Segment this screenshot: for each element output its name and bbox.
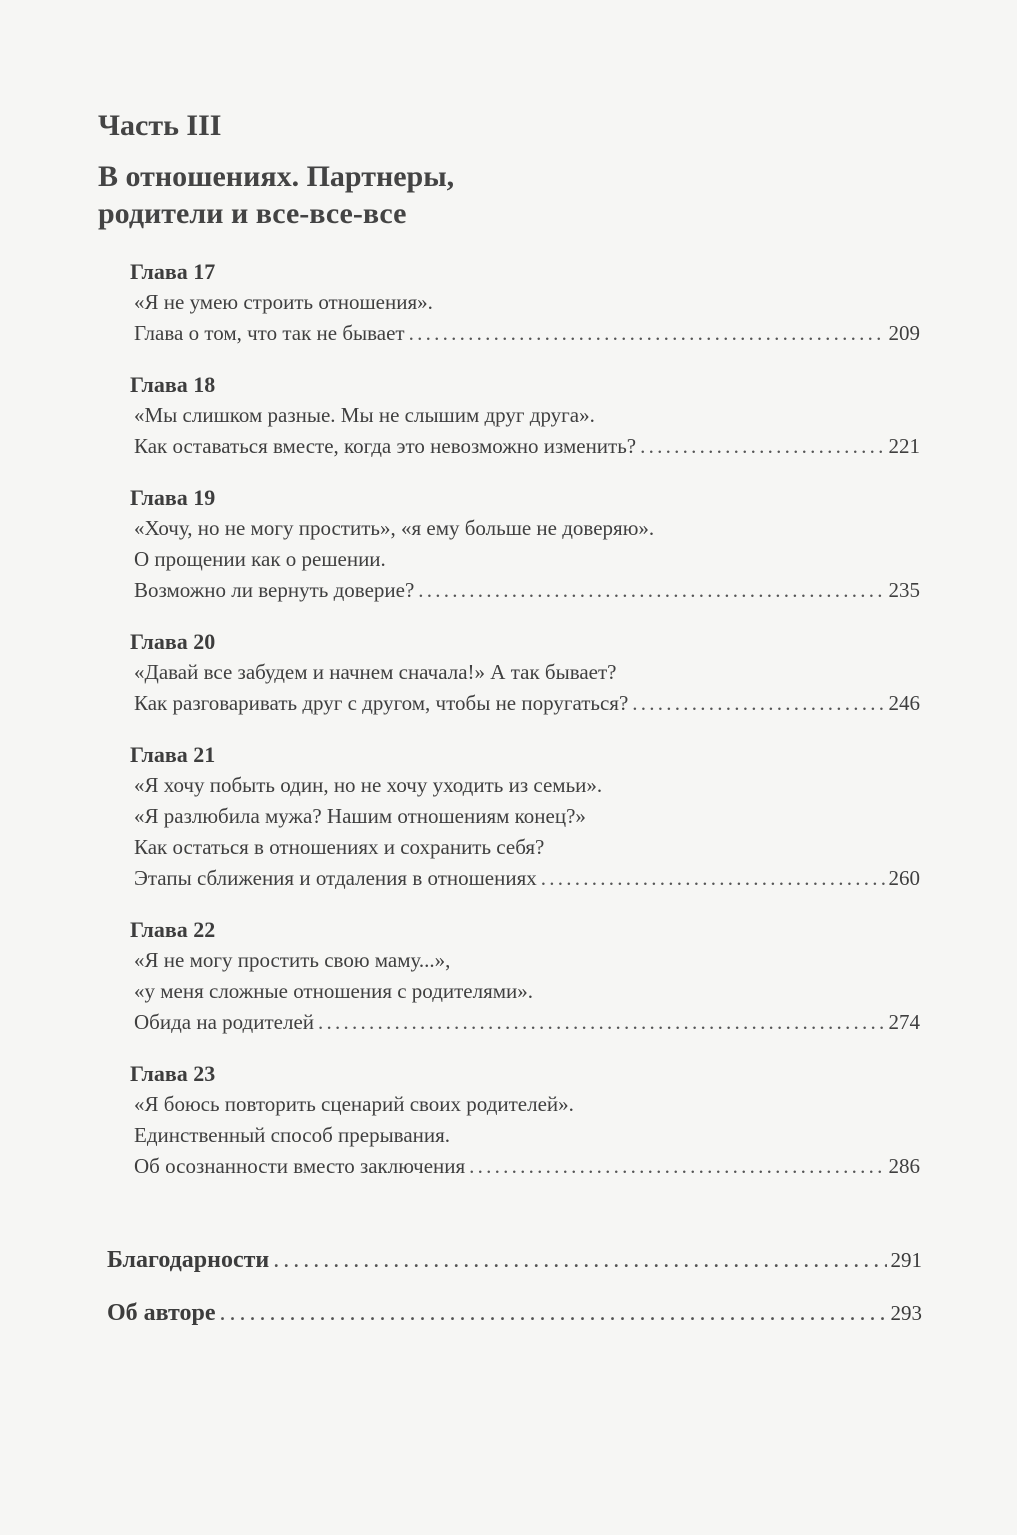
table-of-contents — [130, 256, 920, 1202]
chapter-title-line — [130, 513, 920, 544]
back-matter-label: Об авторе — [107, 1300, 216, 1326]
toc-chapter-entry[interactable] — [130, 256, 920, 349]
toc-chapter-entry[interactable] — [130, 739, 920, 894]
chapter-title-text: «Мы слишком разные. Мы не слышим друг друга». — [134, 403, 595, 427]
chapter-title-line — [130, 657, 920, 688]
dot-leader — [632, 688, 884, 719]
dot-leader — [273, 1234, 886, 1287]
dot-leader — [418, 575, 884, 606]
chapter-title-text: Глава о том, что так не бывает — [134, 321, 405, 345]
dot-leader — [640, 431, 884, 462]
part-title-line: В отношениях. Партнеры, — [98, 160, 455, 193]
chapter-title-text: Возможно ли вернуть доверие? — [134, 578, 415, 602]
dot-leader — [409, 318, 885, 349]
chapter-title-line — [130, 945, 920, 976]
toc-chapter-entry[interactable] — [130, 914, 920, 1038]
part-title — [98, 106, 898, 232]
chapter-title-line — [130, 801, 920, 832]
chapter-title-line — [130, 431, 920, 462]
page-number: 209 — [888, 321, 920, 345]
chapter-title-text: «Я хочу побыть один, но не хочу уходить из семьи». — [134, 773, 603, 797]
chapter-heading: Глава 20 — [130, 629, 216, 654]
toc-chapter-entry[interactable] — [130, 1058, 920, 1182]
chapter-title-text: О прощении как о решении. — [134, 547, 386, 571]
back-matter — [107, 1234, 922, 1340]
page-number: 221 — [888, 434, 920, 458]
chapter-title-text: Как остаться в отношениях и сохранить себя? — [134, 835, 545, 859]
toc-back-matter-entry[interactable] — [107, 1287, 922, 1340]
dot-leader — [541, 863, 885, 894]
part-title-line: родители и все-все-все — [98, 197, 407, 230]
chapter-title-line — [130, 1007, 920, 1038]
dot-leader — [318, 1007, 884, 1038]
dot-leader — [469, 1151, 884, 1182]
chapter-title-line — [130, 287, 920, 318]
chapter-title-line — [130, 318, 920, 349]
page-number: 286 — [888, 1154, 920, 1178]
chapter-title-line — [130, 400, 920, 431]
chapter-title-text: «Я не могу простить свою маму...», — [134, 948, 451, 972]
chapter-title-line — [130, 688, 920, 719]
chapter-title-line — [130, 1151, 920, 1182]
page-number: 291 — [890, 1248, 922, 1272]
chapter-title-text: «Я не умею строить отношения». — [134, 290, 433, 314]
chapter-title-line — [130, 1089, 920, 1120]
page-number: 274 — [888, 1010, 920, 1034]
toc-back-matter-entry[interactable] — [107, 1234, 922, 1287]
chapter-title-line — [130, 575, 920, 606]
part-label: Часть III — [98, 109, 222, 142]
chapter-title-text: «у меня сложные отношения с родителями». — [134, 979, 534, 1003]
chapter-heading: Глава 22 — [130, 917, 216, 942]
chapter-title-line — [130, 863, 920, 894]
dot-leader — [220, 1287, 887, 1340]
chapter-title-text: Обида на родителей — [134, 1010, 315, 1034]
chapter-title-line — [130, 976, 920, 1007]
chapter-title-text: Единственный способ прерывания. — [134, 1123, 451, 1147]
page-number: 293 — [890, 1301, 922, 1325]
chapter-title-text: «Давай все забудем и начнем сначала!» А так бывает? — [134, 660, 617, 684]
chapter-heading: Глава 23 — [130, 1061, 216, 1086]
toc-chapter-entry[interactable] — [130, 369, 920, 462]
chapter-title-line — [130, 544, 920, 575]
chapter-title-text: «Я боюсь повторить сценарий своих родителей». — [134, 1092, 574, 1116]
page-number: 260 — [888, 866, 920, 890]
toc-chapter-entry[interactable] — [130, 482, 920, 606]
chapter-title-text: Как оставаться вместе, когда это невозможно изменить? — [134, 434, 637, 458]
chapter-title-text: «Хочу, но не могу простить», «я ему больше не доверяю». — [134, 516, 655, 540]
toc-chapter-entry[interactable] — [130, 626, 920, 719]
chapter-heading: Глава 19 — [130, 485, 216, 510]
back-matter-label: Благодарности — [107, 1247, 270, 1273]
chapter-title-line — [130, 1120, 920, 1151]
chapter-title-text: Об осознанности вместо заключения — [134, 1154, 466, 1178]
chapter-heading: Глава 17 — [130, 259, 216, 284]
chapter-title-line — [130, 770, 920, 801]
chapter-title-line — [130, 832, 920, 863]
page-number: 246 — [888, 691, 920, 715]
chapter-heading: Глава 21 — [130, 742, 216, 767]
page-number: 235 — [888, 578, 920, 602]
chapter-title-text: Этапы сближения и отдаления в отношениях — [134, 866, 537, 890]
chapter-heading: Глава 18 — [130, 372, 216, 397]
chapter-title-text: Как разговаривать друг с другом, чтобы не поругаться? — [134, 691, 629, 715]
chapter-title-text: «Я разлюбила мужа? Нашим отношениям конец?» — [134, 804, 586, 828]
